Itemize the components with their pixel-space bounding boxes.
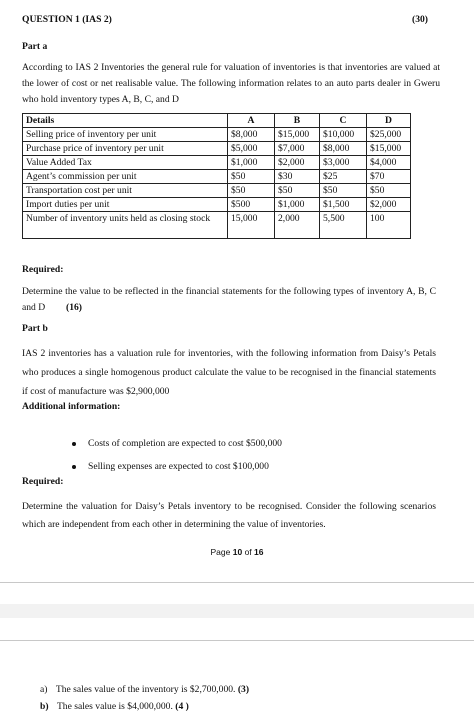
table-cell: Transportation cost per unit (23, 184, 228, 198)
part-b-required-text: Determine the valuation for Daisy’s Petals inventory to be recognised. Consider the following scenarios which are independent from each other in determining the value of inventories. (22, 501, 436, 530)
table-cell: $2,000 (275, 156, 320, 170)
part-a-required-marks: (16) (66, 302, 82, 313)
table-header-cell: Details (23, 114, 228, 128)
question-marks: (30) (412, 14, 428, 25)
table-cell: Number of inventory units held as closing stock (23, 212, 228, 239)
scenario-b-marks: (4 ) (175, 701, 189, 712)
bullet-icon (72, 465, 76, 469)
inventory-table (22, 113, 411, 239)
part-a-intro: According to IAS 2 Inventories the general rule for valuation of inventories is that inventories are valued at the lower of cost or net realisable value. The following information relates to an auto parts dealer in Gweru who hold inventory types A, B, C, and D (22, 62, 440, 105)
list-item-text: Selling expenses are expected to cost $100,000 (88, 461, 269, 472)
scenario-a-marks: (3) (237, 684, 250, 695)
table-row (23, 184, 411, 198)
question-title: QUESTION 1 (IAS 2) (22, 14, 112, 25)
scenario-a-text: The sales value of the inventory is $2,700,000. (55, 684, 236, 695)
table-cell: $1,000 (228, 156, 275, 170)
table-cell: $5,000 (228, 142, 275, 156)
part-a-required-label: Required: (22, 264, 64, 275)
table-row (23, 156, 411, 170)
table-row (23, 142, 411, 156)
additional-info-label: Additional information: (22, 401, 121, 412)
table-cell: $25 (320, 170, 367, 184)
table-cell: 15,000 (228, 212, 275, 239)
table-cell: $7,000 (275, 142, 320, 156)
table-cell: 100 (367, 212, 411, 239)
page-number: 10 (232, 547, 243, 557)
table-cell: $50 (367, 184, 411, 198)
list-item (72, 459, 282, 475)
part-a-required-text (22, 284, 436, 316)
list-item (72, 436, 282, 452)
table-cell: $8,000 (320, 142, 367, 156)
table-cell: $25,000 (367, 128, 411, 142)
part-a-required-body: Determine the value to be reflected in the financial statements for the following types of inventory A, B, C and D (22, 286, 436, 313)
table-cell: $1,500 (320, 198, 367, 212)
table-cell: Purchase price of inventory per unit (23, 142, 228, 156)
page-break-line (0, 582, 474, 583)
part-a-title: Part a (22, 41, 48, 52)
part-b-required-label: Required: (22, 476, 64, 487)
table-cell: $50 (228, 170, 275, 184)
table-row (23, 170, 411, 184)
additional-info-list (72, 436, 282, 482)
scenario-a (40, 682, 249, 698)
table-cell: $50 (320, 184, 367, 198)
table-cell: $2,000 (367, 198, 411, 212)
table-cell: $70 (367, 170, 411, 184)
table-row (23, 128, 411, 142)
table-cell: Value Added Tax (23, 156, 228, 170)
table-cell: 2,000 (275, 212, 320, 239)
table-cell: $50 (228, 184, 275, 198)
table-cell: $4,000 (367, 156, 411, 170)
table-cell: $15,000 (275, 128, 320, 142)
table-cell: $3,000 (320, 156, 367, 170)
scenario-a-label: a) (40, 684, 48, 695)
table-cell: $500 (228, 198, 275, 212)
table-header-cell: A (228, 114, 275, 128)
table-cell: $1,000 (275, 198, 320, 212)
part-b-intro: IAS 2 inventories has a valuation rule for inventories, with the following information from Daisy’s Petals who produces a single homogenous product calculate the value to be recognised in the financial statements if cost of manufacture was $2,900,000 (22, 348, 436, 397)
table-header-row (23, 114, 411, 128)
table-cell: $10,000 (320, 128, 367, 142)
page-gap (0, 604, 474, 618)
page-prefix: Page (210, 547, 233, 557)
table-header-cell: D (367, 114, 411, 128)
table-cell: $50 (275, 184, 320, 198)
part-b-title: Part b (22, 323, 48, 334)
bullet-icon (72, 442, 76, 446)
table-cell: Import duties per unit (23, 198, 228, 212)
list-item-text: Costs of completion are expected to cost $500,000 (88, 438, 282, 449)
page-indicator (0, 547, 474, 557)
table-cell: $15,000 (367, 142, 411, 156)
table-cell: $8,000 (228, 128, 275, 142)
scenario-b-text: The sales value is $4,000,000. (56, 701, 173, 712)
table-cell: $30 (275, 170, 320, 184)
page-of: of (242, 547, 255, 557)
table-cell: Agent’s commission per unit (23, 170, 228, 184)
table-row (23, 198, 411, 212)
scenario-b (40, 699, 189, 715)
page-break-line (0, 640, 474, 641)
table-header-cell: C (320, 114, 367, 128)
table-cell: Selling price of inventory per unit (23, 128, 228, 142)
table-header-cell: B (275, 114, 320, 128)
table-row (23, 212, 411, 239)
scenario-b-label: b) (40, 701, 49, 712)
table-cell: 5,500 (320, 212, 367, 239)
page-total: 16 (254, 547, 264, 557)
